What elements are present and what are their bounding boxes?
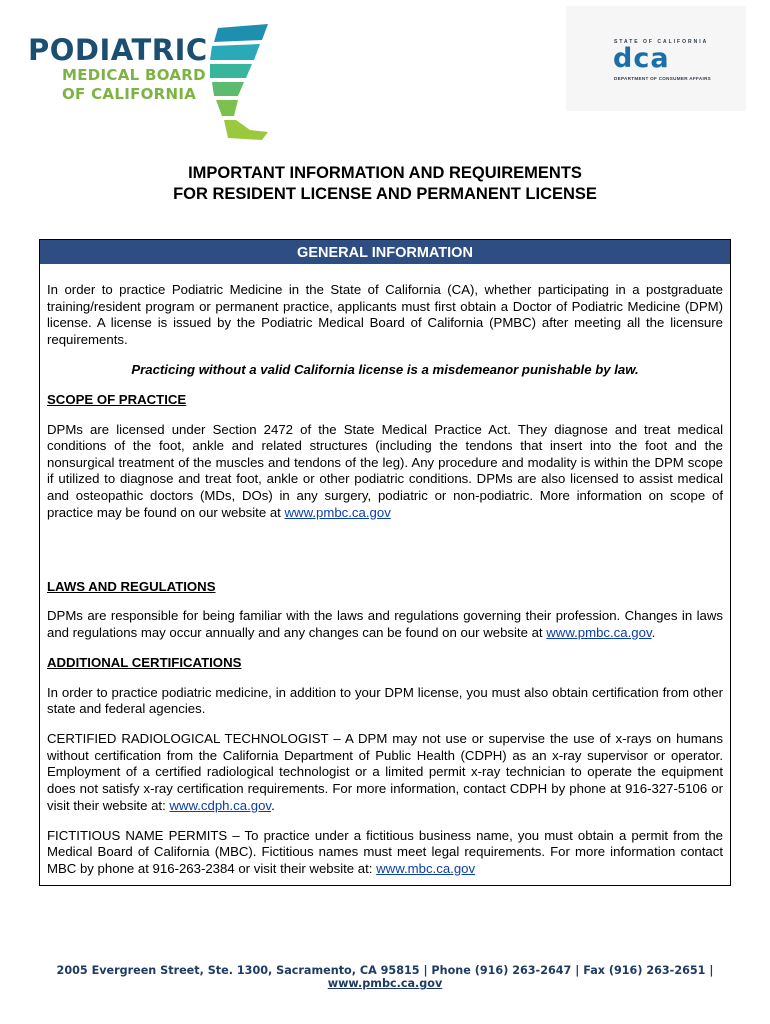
laws-text: DPMs are responsible for being familiar with the laws and regulations governing their profession. Changes in laws and regulations may occur annually and any changes can be found on our website at: [47, 608, 723, 640]
scope-link[interactable]: www.pmbc.ca.gov: [284, 504, 391, 520]
logo-line-3: OF CALIFORNIA: [62, 85, 197, 103]
footer: [0, 964, 770, 990]
radiology-after: .: [271, 797, 275, 813]
warning-text: Practicing without a valid California license is a misdemeanor punishable by law.: [131, 361, 639, 377]
logo-line-1: PODIATRIC: [28, 33, 208, 67]
laws-paragraph: [47, 608, 723, 641]
general-info-box: [39, 239, 731, 886]
scope-paragraph: [47, 422, 723, 522]
foot-icon: [198, 20, 278, 145]
title-line-2: FOR RESIDENT LICENSE AND PERMANENT LICENSE: [173, 185, 597, 203]
laws-after: .: [651, 624, 656, 640]
additional-intro: In order to practice podiatric medicine, in addition to your DPM license, you must also obtain certification from other state and federal agencies.: [47, 684, 723, 717]
cdph-link[interactable]: www.cdph.ca.gov: [169, 797, 272, 813]
title-line-1: IMPORTANT INFORMATION AND REQUIREMENTS: [188, 164, 582, 182]
dca-mark: dca: [613, 43, 670, 74]
radiology-paragraph: [47, 731, 723, 814]
intro-paragraph: In order to practice Podiatric Medicine in the State of California (CA), whether participating in a postgraduate training/resident program or permanent practice, applicants must first obtain a Doctor of Podiatric Medicine (DPM) license. A license is issued by the Podiatric Medical Board of California (PMBC) after meeting all the licensure requirements.: [47, 282, 723, 347]
box-header: GENERAL INFORMATION: [40, 240, 730, 264]
dca-logo: [566, 6, 746, 111]
scope-heading: SCOPE OF PRACTICE: [47, 391, 187, 407]
footer-address: 2005 Evergreen Street, Ste. 1300, Sacramento, CA 95815 | Phone (916) 263-2647 | Fax (916) 263-2651 |: [56, 964, 714, 977]
additional-heading: ADDITIONAL CERTIFICATIONS: [47, 654, 242, 670]
fictitious-paragraph: [47, 828, 723, 878]
box-content: [40, 264, 730, 877]
mbc-link[interactable]: www.mbc.ca.gov: [376, 860, 476, 876]
footer-link[interactable]: www.pmbc.ca.gov: [327, 977, 443, 990]
pmbc-logo: [28, 20, 278, 145]
dca-state-text: STATE OF CALIFORNIA: [614, 39, 709, 45]
radiology-text: CERTIFIED RADIOLOGICAL TECHNOLOGIST – A DPM may not use or supervise the use of x-rays on humans without certification from the California Department of Public Health (CDPH) as an x-ray supervisor or operator. Employment of a certified radiological technologist or a limited permit x-ray technician to operate the equipment does not satisfy x-ray certification requirements. For more information, contact CDPH by phone at 916-327-5106 or visit their website at:: [47, 731, 723, 813]
laws-link[interactable]: www.pmbc.ca.gov: [546, 624, 652, 640]
page-title: [0, 163, 770, 205]
fictitious-text: FICTITIOUS NAME PERMITS – To practice under a fictitious business name, you must obtain a permit from the Medical Board of California (MBC). Fictitious names must meet legal requirements. For more information contact MBC by phone at 916-263-2384 or visit their website at:: [47, 827, 723, 876]
dca-dept-text: DEPARTMENT OF CONSUMER AFFAIRS: [614, 76, 712, 81]
laws-heading: LAWS AND REGULATIONS: [47, 578, 216, 594]
scope-text: DPMs are licensed under Section 2472 of the State Medical Practice Act. They diagnose and treat medical conditions of the foot, ankle and related structures (including the tendons that insert into the foot and the nonsurgical treatment of the muscles and tendons of the leg). Any procedure and modality is within the DPM scope if utilized to diagnose and treat foot, ankle or other podiatric conditions. DPMs are also licensed to assist medical and osteopathic doctors (MDs, DOs) in any surgery, podiatric or non-podiatric. More information on scope of practice may be found on our website at: [47, 421, 723, 520]
logo-line-2: MEDICAL BOARD: [62, 66, 206, 84]
